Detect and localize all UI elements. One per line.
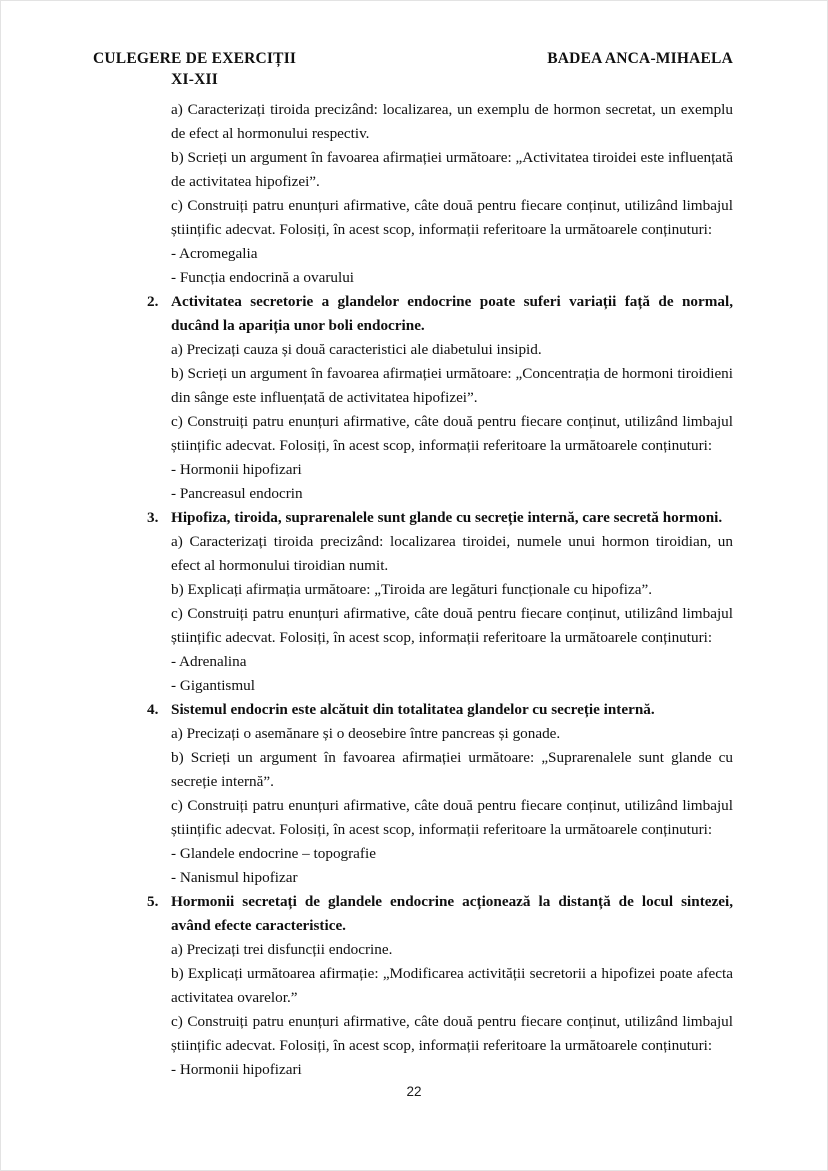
continued-bullet: - Acromegalia	[171, 245, 258, 262]
question-heading: Activitatea secretorie a glandelor endocrine poate suferi variații față de normal, ducând la apariția unor boli endocrine.	[171, 293, 733, 334]
question-part-a: a) Caracterizați tiroida precizând: localizarea tiroidei, numele unui hormon tiroidian, un efect al hormonului tiroidian numit.	[171, 533, 733, 574]
page-header	[93, 48, 733, 90]
continued-part-a: a) Caracterizați tiroida precizând: localizarea, un exemplu de hormon secretat, un exemplu de efect al hormonului respectiv.	[171, 101, 733, 142]
body-content	[147, 98, 733, 1082]
question-item	[147, 506, 733, 698]
question-number: 3.	[147, 509, 159, 526]
question-number: 5.	[147, 893, 159, 910]
question-heading: Hormonii secretați de glandele endocrine acționează la distanță de locul sintezei, având efecte caracteristice.	[171, 893, 733, 934]
continued-part-b: b) Scrieți un argument în favoarea afirmației următoare: „Activitatea tiroidei este influențată de activitatea hipofizei”.	[171, 149, 733, 190]
question-number: 2.	[147, 293, 159, 310]
question-body	[171, 698, 733, 890]
question-part-a: a) Precizați cauza și două caracteristici ale diabetului insipid.	[171, 341, 542, 358]
question-body	[171, 890, 733, 1082]
question-part-c: c) Construiți patru enunțuri afirmative, câte două pentru fiecare conținut, utilizând limbajul științific adecvat. Folosiți, în acest scop, informații referitoare la următoarele conținuturi:	[171, 1013, 733, 1054]
question-bullet: - Nanismul hipofizar	[171, 869, 298, 886]
question-bullet: - Hormonii hipofizari	[171, 1061, 302, 1078]
question-bullet: - Hormonii hipofizari	[171, 461, 302, 478]
question-body	[171, 506, 733, 698]
question-item	[147, 890, 733, 1082]
header-title-left	[93, 48, 296, 90]
header-title-line2: XI-XII	[171, 71, 219, 88]
continued-bullet: - Funcția endocrină a ovarului	[171, 269, 355, 286]
question-part-b: b) Scrieți un argument în favoarea afirmației următoare: „Suprarenalele sunt glande cu secreție internă”.	[171, 749, 733, 790]
question-part-c: c) Construiți patru enunțuri afirmative, câte două pentru fiecare conținut, utilizând limbajul științific adecvat. Folosiți, în acest scop, informații referitoare la următoarele conținuturi:	[171, 605, 733, 646]
question-part-a: a) Precizați o asemănare și o deosebire între pancreas și gonade.	[171, 725, 561, 742]
question-item	[147, 698, 733, 890]
question-heading: Sistemul endocrin este alcătuit din totalitatea glandelor cu secreție internă.	[171, 701, 655, 718]
question-body	[171, 290, 733, 506]
question-bullet: - Glandele endocrine – topografie	[171, 845, 376, 862]
question-part-b: b) Scrieți un argument în favoarea afirmației următoare: „Concentrația de hormoni tiroidieni din sânge este influențată de activitatea hipofizei”.	[171, 365, 733, 406]
question-number: 4.	[147, 701, 159, 718]
question-heading: Hipofiza, tiroida, suprarenalele sunt glande cu secreție internă, care secretă hormoni.	[171, 509, 723, 526]
question-bullet: - Pancreasul endocrin	[171, 485, 303, 502]
question-bullet: - Gigantismul	[171, 677, 255, 694]
question-bullet: - Adrenalina	[171, 653, 247, 670]
question-part-c: c) Construiți patru enunțuri afirmative, câte două pentru fiecare conținut, utilizând limbajul științific adecvat. Folosiți, în acest scop, informații referitoare la următoarele conținuturi:	[171, 797, 733, 838]
header-title-line1: CULEGERE DE EXERCIȚII	[93, 50, 297, 67]
continued-part-c: c) Construiți patru enunțuri afirmative, câte două pentru fiecare conținut, utilizând limbajul științific adecvat. Folosiți, în acest scop, informații referitoare la următoarele conținuturi:	[171, 197, 733, 238]
continued-question-block	[171, 98, 733, 290]
question-part-a: a) Precizați trei disfuncții endocrine.	[171, 941, 393, 958]
question-item	[147, 290, 733, 506]
page-number: 22	[406, 1084, 422, 1099]
question-part-c: c) Construiți patru enunțuri afirmative, câte două pentru fiecare conținut, utilizând limbajul științific adecvat. Folosiți, în acest scop, informații referitoare la următoarele conținuturi:	[171, 413, 733, 454]
question-part-b: b) Explicați afirmația următoare: „Tiroida are legături funcționale cu hipofiza”.	[171, 581, 653, 598]
question-part-b: b) Explicați următoarea afirmație: „Modificarea activității secretorii a hipofizei poate afecta activitatea ovarelor.”	[171, 965, 733, 1006]
header-author: BADEA ANCA-MIHAELA	[547, 50, 733, 67]
